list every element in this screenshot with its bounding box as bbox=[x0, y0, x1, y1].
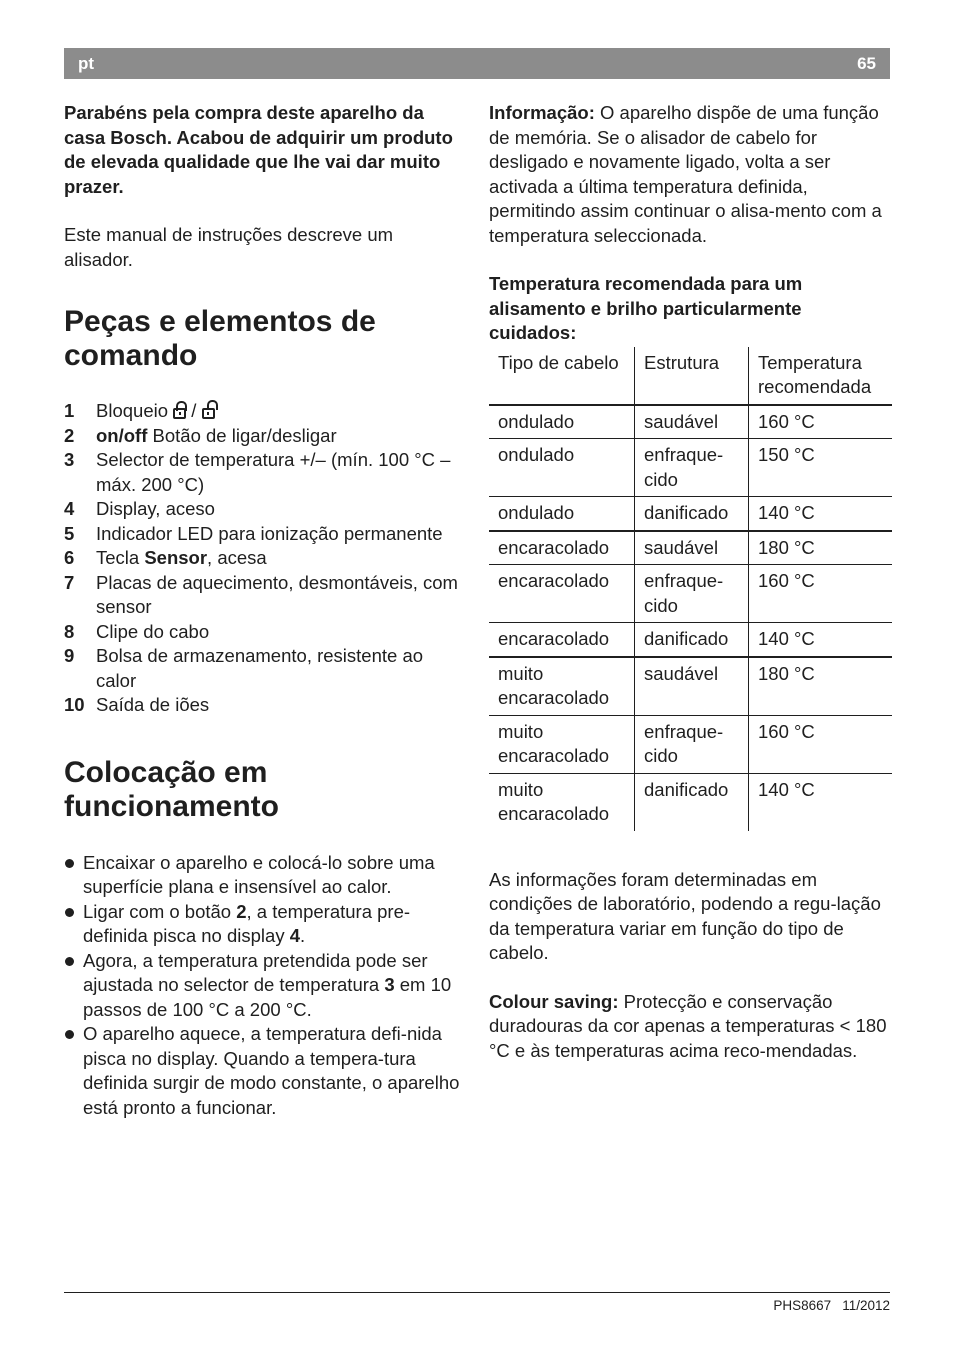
part-item-3: 3 Selector de temperatura +/– (mín. 100 °C – máx. 200 °C) bbox=[64, 449, 451, 495]
header-bar bbox=[64, 48, 890, 79]
table-row: muito encaracolado danificado 140 °C bbox=[489, 773, 892, 831]
table-row: encaracolado enfraque-cido 160 °C bbox=[489, 565, 892, 623]
language-code: pt bbox=[78, 54, 95, 73]
footer bbox=[773, 1298, 890, 1313]
table-row: ondulado danificado 140 °C bbox=[489, 497, 892, 531]
part-item-9: 9 Bolsa de armazenamento, resistente ao calor bbox=[64, 645, 424, 691]
part-item-8: 8 Clipe do cabo bbox=[64, 620, 210, 642]
right-column bbox=[489, 101, 894, 1063]
colour-saving-label: Colour saving: bbox=[489, 990, 619, 1012]
step-item-3: Agora, a temperatura pretendida pode ser ajustada no selector de temperatura 3 em 10 passos de 100 °C a 200 °C. bbox=[64, 949, 460, 1023]
lock-closed-icon bbox=[173, 408, 186, 419]
table-row: ondulado enfraque-cido 150 °C bbox=[489, 439, 892, 497]
temperature-table bbox=[489, 347, 892, 831]
table-header-row bbox=[489, 347, 892, 405]
part-item-6: 6 Tecla Sensor, acesa bbox=[64, 547, 267, 568]
operation-heading: Colocação em funcionamento bbox=[64, 755, 279, 823]
step-item-1: Encaixar o aparelho e colocá-lo sobre uma superfície plana e insensível ao calor. bbox=[64, 851, 460, 900]
parts-list bbox=[64, 399, 460, 718]
table-row: encaracolado danificado 140 °C bbox=[489, 623, 892, 657]
parts-heading: Peças e elementos de comando bbox=[64, 305, 376, 372]
lab-note: As informações foram determinadas em condições de laboratório, podendo a regu-lação da temperatura variar em função do tipo de cabelo. bbox=[489, 868, 881, 963]
part-item-4: 4 Display, aceso bbox=[64, 498, 215, 519]
part-item-7: 7 Placas de aquecimento, desmontáveis, com sensor bbox=[64, 571, 458, 617]
table-header-cell: Tipo de cabelo bbox=[498, 351, 619, 373]
table-heading: Temperatura recomendada para um alisamento e brilho particularmente cuidados: bbox=[489, 273, 803, 343]
manual-description: Este manual de instruções descreve um alisador. bbox=[64, 224, 394, 270]
part-item-5: 5 Indicador LED para ionização permanente bbox=[64, 522, 443, 544]
page-number: 65 bbox=[857, 54, 876, 73]
footer-date: 11/2012 bbox=[842, 1298, 890, 1313]
intro-paragraph: Parabéns pela compra deste aparelho da casa Bosch. Acabou de adquirir um produto de elevada qualidade que lhe vai dar muito prazer. bbox=[64, 102, 453, 197]
part-item-2: 2 on/off Botão de ligar/desligar bbox=[64, 424, 337, 446]
step-item-2: Ligar com o botão 2, a temperatura pre-definida pisca no display 4. bbox=[64, 900, 460, 949]
table-row: encaracolado saudável 180 °C bbox=[489, 531, 892, 565]
model-number: PHS8667 bbox=[773, 1298, 832, 1313]
colour-saving-paragraph: Colour saving: Protecção e conservação duradouras da cor apenas a temperaturas < 180 °C e às temperaturas acima reco-mendadas. bbox=[489, 990, 887, 1061]
step-item-4: O aparelho aquece, a temperatura defi-nida pisca no display. Quando a tempera-tura definida surgir de modo constante, o aparelho está pronto a funcionar. bbox=[64, 1022, 460, 1120]
footer-divider bbox=[64, 1292, 890, 1293]
left-column bbox=[64, 101, 460, 1120]
table-row: muito encaracolado enfraque-cido 160 °C bbox=[489, 715, 892, 773]
operation-steps bbox=[64, 851, 460, 1121]
part-item-10: 10 Saída de iões bbox=[64, 694, 210, 715]
lock-open-icon bbox=[202, 408, 215, 419]
info-paragraph: Informação: O aparelho dispõe de uma função de memória. Se o alisador de cabelo for desligado e novamente ligado, volta a ser activada a última temperatura definida, permitindo assim continuar o alisa-mento com a temperatura seleccionada. bbox=[489, 102, 882, 246]
table-header-cell: Estrutura bbox=[635, 347, 749, 405]
table-row: muito encaracolado saudável 180 °C bbox=[489, 657, 892, 716]
table-header-cell: Temperatura recomendada bbox=[749, 347, 893, 405]
part-item-1: 1 Bloqueio / bbox=[64, 399, 460, 424]
info-label: Informação: bbox=[489, 102, 595, 123]
table-row: ondulado saudável 160 °C bbox=[489, 405, 892, 439]
